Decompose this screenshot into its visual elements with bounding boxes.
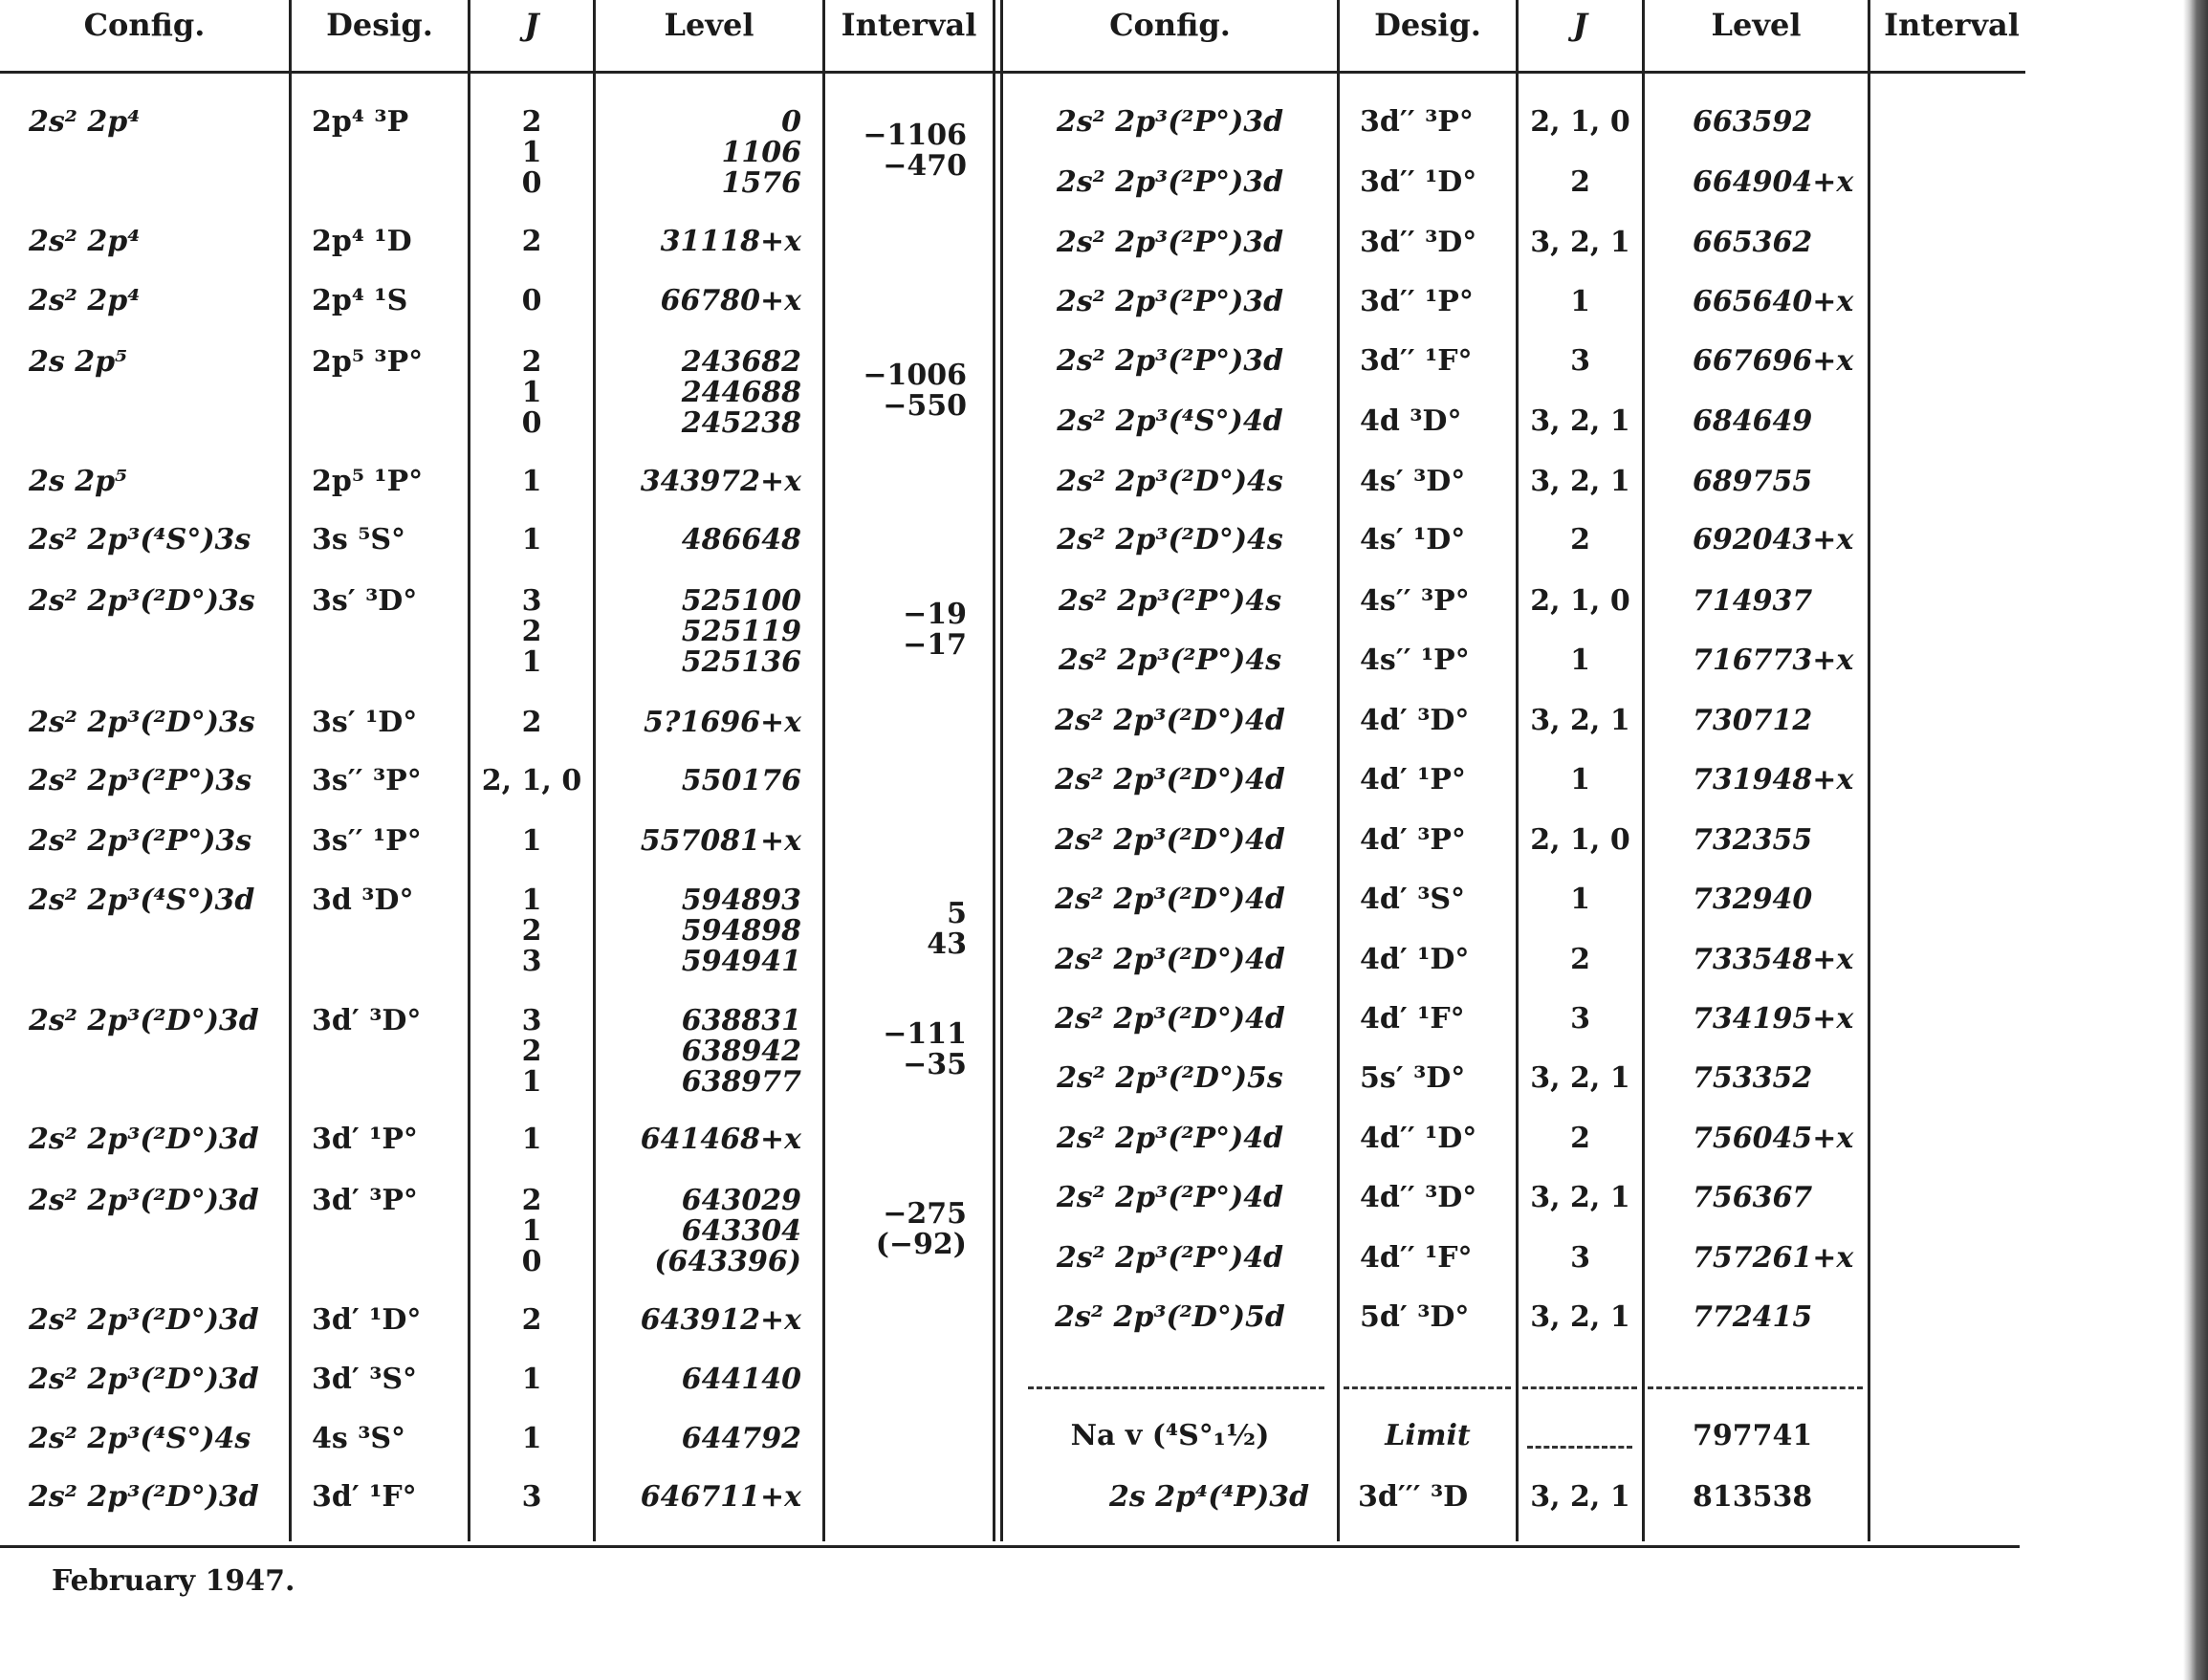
config-cell: 2s² 2p⁴ (29, 284, 141, 317)
designation-cell: 3d′ ³D° (312, 1004, 422, 1037)
designation-cell: 4d′ ¹P° (1360, 763, 1466, 796)
j-cell: 2, 1, 0 (1530, 823, 1630, 857)
level-value: 525100 (681, 584, 801, 618)
j-cell: 3 (1570, 344, 1590, 378)
j-value: 2 (521, 345, 542, 379)
config-cell: 2s² 2p³(²D°)4d (1055, 943, 1285, 976)
level-value: 646711+x (640, 1480, 801, 1514)
j-value: 2 (521, 105, 542, 139)
config-cell: 2s² 2p³(⁴S°)4d (1057, 404, 1283, 438)
level-value: 638977 (681, 1065, 801, 1099)
level-value: 643304 (681, 1214, 801, 1248)
level-cell: 772415 (1693, 1300, 1813, 1334)
j-value: 1 (521, 1214, 542, 1248)
interval-value: −550 (883, 389, 967, 423)
designation-cell: 2p⁴ ¹D (312, 225, 412, 258)
limit-config: Na v (⁴S°₁½) (1070, 1419, 1270, 1452)
designation-cell: 4d ³D° (1360, 404, 1462, 438)
designation-cell: 2p⁴ ¹S (312, 284, 408, 317)
level-cell (596, 1186, 801, 1277)
config-cell: 2s² 2p³(²D°)4d (1055, 763, 1285, 796)
j-cell (470, 1186, 593, 1277)
limit-separator (1522, 1386, 1637, 1389)
level-value: 644792 (681, 1422, 801, 1455)
level-value: 643029 (681, 1184, 801, 1217)
designation-cell: 4s′′ ³P° (1360, 584, 1470, 618)
j-value: 2 (521, 1035, 542, 1068)
config-cell: 2s² 2p³(⁴S°)4s (29, 1422, 251, 1455)
level-value: 550176 (681, 764, 801, 797)
last-level: 813538 (1693, 1480, 1813, 1514)
page-edge (2183, 0, 2208, 1680)
config-cell: 2s² 2p³(²D°)4s (1057, 465, 1283, 498)
j-cell: 3, 2, 1 (1530, 704, 1630, 737)
config-cell: 2s² 2p⁴ (29, 105, 141, 139)
j-value: 3 (521, 584, 542, 618)
designation-cell: 4s′ ¹D° (1360, 523, 1466, 556)
j-value: 3 (521, 1480, 542, 1514)
j-cell: 2 (1570, 523, 1590, 556)
level-cell: 733548+x (1693, 943, 1854, 976)
j-cell (470, 1482, 593, 1513)
designation-cell: 3d′′ ¹P° (1360, 285, 1474, 318)
level-value: 0 (781, 105, 801, 139)
j-value: 2 (521, 1303, 542, 1337)
designation-cell: 3d ³D° (312, 884, 414, 917)
j-value: 0 (521, 406, 542, 440)
level-value: 486648 (681, 523, 801, 556)
level-cell (596, 347, 801, 439)
level-cell: 756045+x (1693, 1122, 1854, 1155)
last-j: 3, 2, 1 (1530, 1480, 1630, 1514)
j-cell (470, 1364, 593, 1395)
config-cell: 2s² 2p³(²D°)3d (29, 1303, 259, 1337)
designation-cell: 3d′′ ¹F° (1360, 344, 1473, 378)
level-value: 638942 (681, 1035, 801, 1068)
level-cell (596, 1006, 801, 1098)
level-cell: 716773+x (1693, 644, 1854, 677)
level-value: 557081+x (640, 824, 801, 858)
designation-cell: 4d′ ³D° (1360, 704, 1470, 737)
level-cell: 665362 (1693, 226, 1813, 259)
config-cell: 2s² 2p³(²P°)4d (1056, 1122, 1284, 1155)
level-value: 5?1696+x (644, 706, 801, 739)
j-cell: 3, 2, 1 (1530, 404, 1630, 438)
designation-cell: 4d′ ³S° (1360, 883, 1466, 916)
j-value: 2 (521, 225, 542, 258)
level-cell (596, 885, 801, 977)
j-cell: 2 (1570, 943, 1590, 976)
table-row (0, 1363, 2208, 1396)
j-value: 2 (521, 706, 542, 739)
config-cell: 2s² 2p³(²D°)4d (1055, 1002, 1285, 1036)
j-value: 1 (521, 136, 542, 169)
designation-cell: 3d′ ¹D° (312, 1303, 422, 1337)
j-value: 1 (521, 1363, 542, 1396)
j-cell (470, 107, 593, 199)
config-cell: 2s² 2p³(²D°)3s (29, 706, 255, 739)
config-cell: 2s² 2p³(²P°)4d (1056, 1241, 1284, 1275)
j-cell: 3, 2, 1 (1530, 1061, 1630, 1095)
level-cell: 732940 (1693, 883, 1813, 916)
interval-value: −1106 (863, 119, 967, 152)
interval-value: −470 (883, 149, 967, 183)
config-cell: 2s² 2p³(²D°)3s (29, 584, 255, 618)
config-cell: 2s² 2p³(²D°)4d (1055, 823, 1285, 857)
header-desig: Desig. (326, 7, 433, 43)
j-value: 2, 1, 0 (481, 764, 582, 797)
designation-cell: 4d′′ ³D° (1360, 1181, 1477, 1214)
config-cell: 2s² 2p³(²P°)4d (1056, 1181, 1284, 1214)
designation-cell: 3d′′ ³D° (1360, 226, 1477, 259)
config-cell: 2s² 2p³(²P°)4s (1058, 584, 1282, 618)
interval-value: 5 (947, 897, 967, 930)
config-cell: 2s² 2p³(²P°)3d (1056, 226, 1284, 259)
j-cell (470, 347, 593, 439)
j-value: 1 (521, 465, 542, 498)
level-cell: 753352 (1693, 1061, 1813, 1095)
designation-cell: 2p⁵ ¹P° (312, 465, 424, 498)
level-value: 31118+x (660, 225, 801, 258)
interval-value: −275 (883, 1197, 967, 1231)
limit-level: 797741 (1693, 1419, 1813, 1452)
j-cell: 2, 1, 0 (1530, 105, 1630, 139)
header-rule (0, 71, 2025, 74)
level-cell (596, 586, 801, 678)
config-cell: 2s² 2p³(²D°)3d (29, 1363, 259, 1396)
level-cell (596, 1482, 801, 1513)
level-cell: 714937 (1693, 584, 1813, 618)
level-value: 641468+x (640, 1123, 801, 1156)
level-value: (643396) (654, 1245, 801, 1278)
designation-cell: 3s ⁵S° (312, 523, 406, 556)
j-value: 3 (521, 1004, 542, 1037)
designation-cell: 3s′ ¹D° (312, 706, 418, 739)
designation-cell: 4d′′ ¹F° (1360, 1241, 1473, 1275)
designation-cell: 3s′′ ³P° (312, 764, 422, 797)
designation-cell: 2p⁵ ³P° (312, 345, 424, 379)
j-value: 1 (521, 1422, 542, 1455)
level-value: 594893 (681, 884, 801, 917)
level-cell: 663592 (1693, 105, 1813, 139)
level-cell (596, 107, 801, 199)
designation-cell: 5s′ ³D° (1360, 1061, 1466, 1095)
interval-value: −19 (903, 598, 967, 631)
j-value: 2 (521, 615, 542, 648)
last-desig: 3d′′′ ³D (1358, 1480, 1469, 1514)
j-value: 1 (521, 1065, 542, 1099)
j-cell: 1 (1570, 883, 1590, 916)
level-value: 525119 (681, 615, 801, 648)
designation-cell: 4d′ ¹D° (1360, 943, 1470, 976)
level-value: 594941 (681, 945, 801, 978)
level-cell: 734195+x (1693, 1002, 1854, 1036)
level-cell: 731948+x (1693, 763, 1854, 796)
level-value: 525136 (681, 645, 801, 679)
designation-cell: 3d′′ ³P° (1360, 105, 1474, 139)
level-cell: 732355 (1693, 823, 1813, 857)
header-config: Config. (1109, 7, 1231, 43)
level-cell: 692043+x (1693, 523, 1854, 556)
interval-value: −35 (903, 1048, 967, 1081)
header-interval: Interval (1884, 7, 2020, 43)
j-value: 2 (521, 1184, 542, 1217)
j-cell: 3, 2, 1 (1530, 465, 1630, 498)
j-cell: 3 (1570, 1002, 1590, 1036)
level-value: 244688 (681, 376, 801, 409)
config-cell: 2s² 2p³(²D°)4d (1055, 883, 1285, 916)
limit-separator (1648, 1386, 1863, 1389)
limit-separator (1344, 1386, 1511, 1389)
interval-value: −111 (883, 1017, 967, 1051)
j-cell (470, 1006, 593, 1098)
footer-date: February 1947. (52, 1564, 295, 1598)
header-j: J (524, 7, 539, 43)
config-cell: 2s² 2p³(²D°)3d (29, 1184, 259, 1217)
header-j: J (1572, 7, 1588, 43)
config-cell: 2s² 2p⁴ (29, 225, 141, 258)
j-cell (470, 586, 593, 678)
limit-j-dash (1527, 1446, 1632, 1449)
interval-value: (−92) (875, 1228, 967, 1261)
designation-cell: 4d′ ³P° (1360, 823, 1466, 857)
j-value: 2 (521, 914, 542, 948)
designation-cell: 3d′′ ¹D° (1360, 165, 1477, 199)
j-cell (470, 885, 593, 977)
designation-cell: 3d′ ³S° (312, 1363, 418, 1396)
level-value: 343972+x (640, 465, 801, 498)
level-cell (596, 1364, 801, 1395)
j-cell: 3, 2, 1 (1530, 226, 1630, 259)
j-value: 1 (521, 824, 542, 858)
level-cell: 689755 (1693, 465, 1813, 498)
designation-cell: 3d′ ¹P° (312, 1123, 418, 1156)
config-cell: 2s² 2p³(²P°)3s (29, 824, 252, 858)
j-value: 1 (521, 1123, 542, 1156)
designation-cell: 3d′ ³P° (312, 1184, 418, 1217)
j-cell: 2 (1570, 1122, 1590, 1155)
j-value: 0 (521, 284, 542, 317)
level-value: 643912+x (640, 1303, 801, 1337)
j-value: 0 (521, 1245, 542, 1278)
config-cell: 2s² 2p³(²P°)4s (1058, 644, 1282, 677)
level-value: 594898 (681, 914, 801, 948)
config-cell: 2s 2p⁵ (29, 465, 128, 498)
config-cell: 2s² 2p³(²P°)3d (1056, 165, 1284, 199)
level-cell: 667696+x (1693, 344, 1854, 378)
config-cell: 2s² 2p³(²D°)4d (1055, 704, 1285, 737)
level-value: 66780+x (660, 284, 801, 317)
level-value: 1106 (721, 136, 801, 169)
header-config: Config. (83, 7, 206, 43)
designation-cell: 4s′′ ¹P° (1360, 644, 1470, 677)
j-cell: 2 (1570, 165, 1590, 199)
j-cell: 1 (1570, 644, 1590, 677)
level-cell (596, 1424, 801, 1454)
level-cell: 757261+x (1693, 1241, 1854, 1275)
j-value: 1 (521, 884, 542, 917)
level-value: 644140 (681, 1363, 801, 1396)
config-cell: 2s² 2p³(²P°)3d (1056, 285, 1284, 318)
j-value: 1 (521, 645, 542, 679)
header-level: Level (664, 7, 754, 43)
level-cell: 756367 (1693, 1181, 1813, 1214)
config-cell: 2s 2p⁵ (29, 345, 128, 379)
header-interval: Interval (841, 7, 977, 43)
j-cell: 1 (1570, 285, 1590, 318)
designation-cell: 3d′ ¹F° (312, 1480, 417, 1514)
limit-separator (1028, 1386, 1324, 1389)
j-value: 3 (521, 945, 542, 978)
designation-cell: 4s ³S° (312, 1422, 406, 1455)
interval-value: −17 (903, 628, 967, 662)
j-cell (470, 1424, 593, 1454)
level-cell: 684649 (1693, 404, 1813, 438)
config-cell: 2s² 2p³(²D°)5s (1057, 1061, 1283, 1095)
level-value: 638831 (681, 1004, 801, 1037)
level-cell: 665640+x (1693, 285, 1854, 318)
last-config: 2s 2p⁴(⁴P)3d (1109, 1480, 1310, 1514)
header-desig: Desig. (1374, 7, 1481, 43)
config-cell: 2s² 2p³(⁴S°)3s (29, 523, 251, 556)
config-cell: 2s² 2p³(²D°)5d (1055, 1300, 1285, 1334)
j-cell: 2, 1, 0 (1530, 584, 1630, 618)
j-cell: 3, 2, 1 (1530, 1181, 1630, 1214)
config-cell: 2s² 2p³(²D°)3d (29, 1480, 259, 1514)
j-value: 1 (521, 376, 542, 409)
limit-label: Limit (1385, 1419, 1471, 1452)
level-value: 243682 (681, 345, 801, 379)
designation-cell: 4s′ ³D° (1360, 465, 1466, 498)
config-cell: 2s² 2p³(²D°)4s (1057, 523, 1283, 556)
bottom-rule (0, 1545, 2020, 1548)
designation-cell: 4d′′ ¹D° (1360, 1122, 1477, 1155)
config-cell: 2s² 2p³(²D°)3d (29, 1123, 259, 1156)
designation-cell: 4d′ ¹F° (1360, 1002, 1465, 1036)
j-cell: 3, 2, 1 (1530, 1300, 1630, 1334)
j-cell: 3 (1570, 1241, 1590, 1275)
interval-value: −1006 (863, 359, 967, 392)
config-cell: 2s² 2p³(²P°)3s (29, 764, 252, 797)
interval-value: 43 (927, 927, 967, 961)
config-cell: 2s² 2p³(²P°)3d (1056, 344, 1284, 378)
level-value: 1576 (721, 166, 801, 200)
config-cell: 2s² 2p³(⁴S°)3d (29, 884, 255, 917)
level-value: 245238 (681, 406, 801, 440)
designation-cell: 5d′ ³D° (1360, 1300, 1470, 1334)
level-cell: 664904+x (1693, 165, 1854, 199)
designation-cell: 2p⁴ ³P (312, 105, 409, 139)
level-cell: 730712 (1693, 704, 1813, 737)
j-cell: 1 (1570, 763, 1590, 796)
config-cell: 2s² 2p³(²P°)3d (1056, 105, 1284, 139)
designation-cell: 3s′ ³D° (312, 584, 418, 618)
header-level: Level (1711, 7, 1802, 43)
j-value: 1 (521, 523, 542, 556)
j-value: 0 (521, 166, 542, 200)
config-cell: 2s² 2p³(²D°)3d (29, 1004, 259, 1037)
designation-cell: 3s′′ ¹P° (312, 824, 422, 858)
